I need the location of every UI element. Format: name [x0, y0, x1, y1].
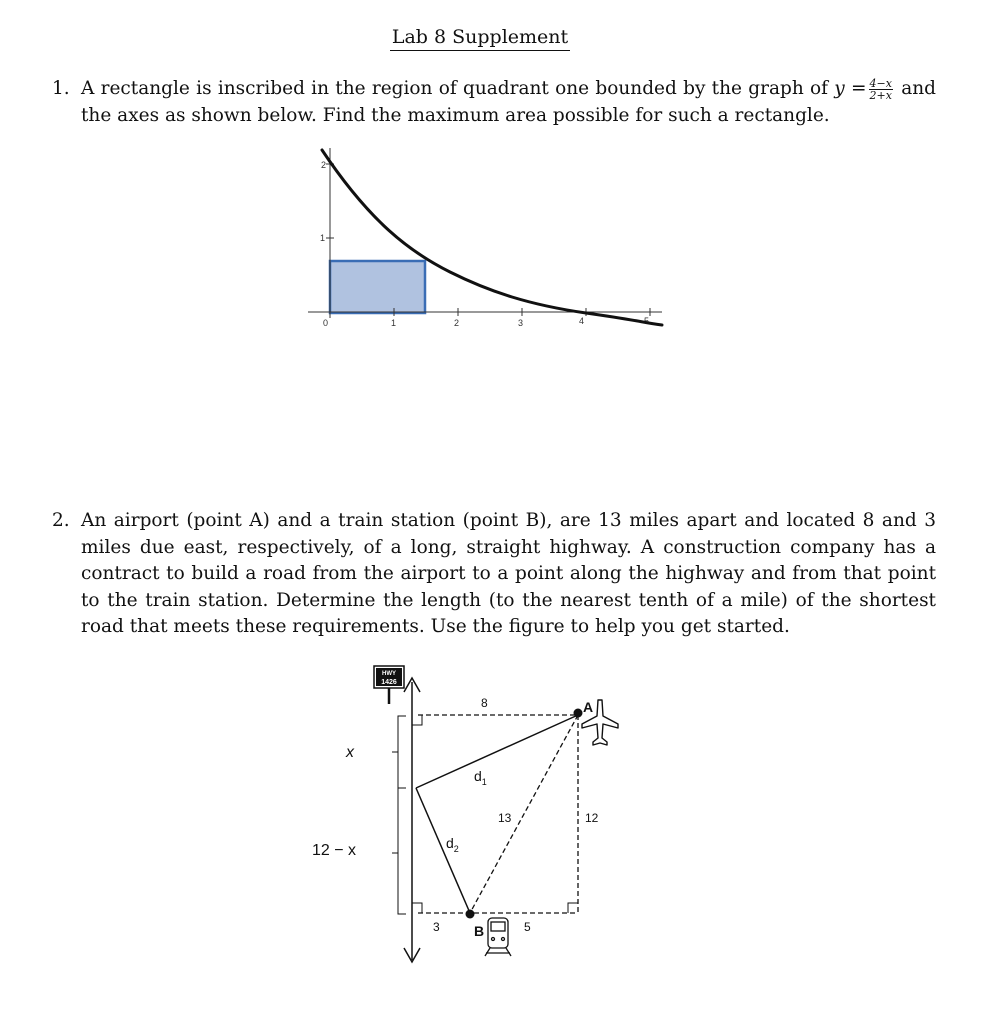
hwy-sign: [374, 666, 404, 704]
problem-1-number: 1.: [52, 78, 70, 99]
problem-2-text: An airport (point A) and a train station (point B), are 13 miles apart and located 8 and 3 miles due east, respectively, of a long, straight highway. A construction company has a contract to build a road from the airport to a point along the highway and from that point to the train station. Determine the length (to the nearest tenth of a mile) of the shortest road that meets these requirements. Use the figure to help you get started.: [81, 510, 936, 637]
label-B: B: [474, 923, 485, 939]
label-12: 12: [585, 811, 599, 825]
label-8: 8: [481, 696, 488, 710]
label-d2: $d_2$: [446, 835, 459, 854]
x-tick-0: 0: [323, 318, 329, 328]
label-5: 5: [524, 920, 531, 934]
x-tick-4: 4: [579, 316, 585, 326]
point-B: [466, 910, 475, 919]
label-13: 13: [498, 811, 512, 825]
label-A: A: [583, 699, 594, 715]
y-tick-1: 1: [320, 233, 326, 243]
x-tick-3: 3: [518, 318, 524, 328]
label-3: 3: [433, 920, 440, 934]
svg-text:1426: 1426: [381, 679, 397, 686]
x-tick-2: 2: [454, 318, 460, 328]
problem-1-graph: [300, 142, 680, 342]
inscribed-rectangle: [330, 261, 425, 313]
left-bracket: [392, 716, 406, 914]
label-12-minus-x: 12 − x: [312, 842, 357, 859]
y-tick-2: 2: [321, 160, 327, 170]
label-d1: $d_1$: [474, 768, 487, 787]
problem-1-text: A rectangle is inscribed in the region of quadrant one bounded by the graph of y = $\frac{4-x}{2+x}$ and the axes as shown below. Find the maximum area possible for such a rectangle.: [81, 76, 936, 126]
road-d2: [416, 788, 470, 913]
train-icon: [485, 918, 511, 956]
problem-2-figure: [300, 660, 640, 980]
x-tick-5: 5: [644, 316, 650, 326]
problem-2-number: 2.: [52, 510, 70, 531]
problem-2: [52, 508, 936, 641]
fraction: $\frac{4-x}{2+x}$: [869, 76, 892, 102]
label-x: x: [346, 744, 354, 761]
page-title: Lab 8 Supplement: [0, 26, 960, 48]
svg-text:HWY: HWY: [382, 671, 396, 677]
dashed-hypotenuse: [470, 715, 578, 913]
point-A: [574, 709, 583, 718]
x-tick-1: 1: [391, 318, 397, 328]
road-d1: [416, 715, 578, 788]
problem-1: [52, 76, 936, 129]
